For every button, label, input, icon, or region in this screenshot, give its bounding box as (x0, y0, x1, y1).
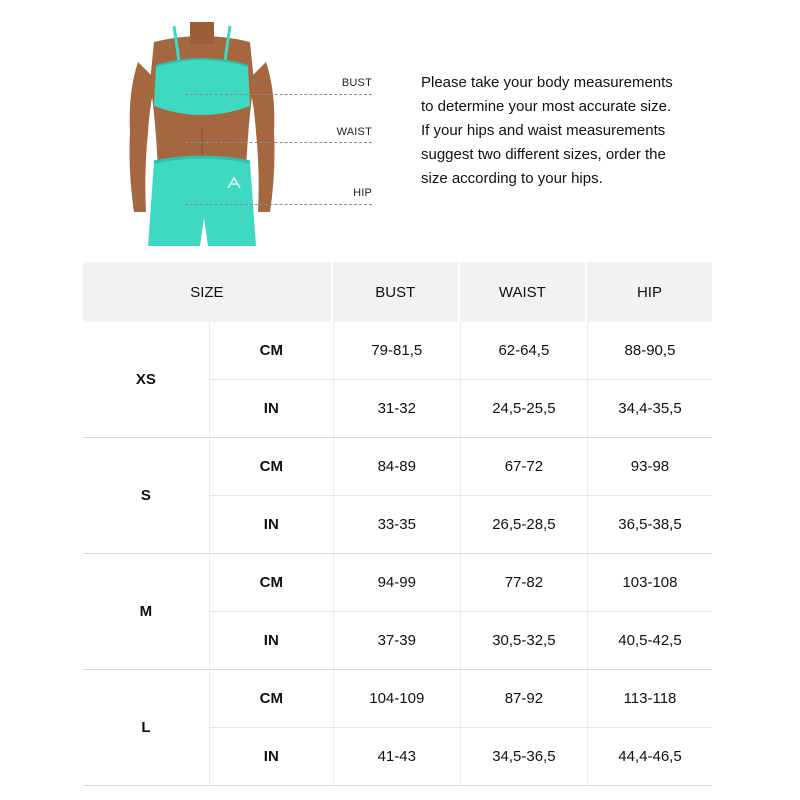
unit-in: IN (209, 728, 333, 786)
bust-value: 41-43 (333, 728, 460, 786)
header-hip: HIP (587, 262, 712, 322)
bust-value: 104-109 (333, 670, 460, 728)
hip-value: 103-108 (587, 554, 712, 612)
neck (190, 22, 214, 44)
size-s: S (83, 438, 209, 554)
bust-value: 79-81,5 (333, 322, 460, 380)
bust-value: 94-99 (333, 554, 460, 612)
hip-value: 40,5-42,5 (587, 612, 712, 670)
header-size: SIZE (83, 262, 333, 322)
table-row (83, 554, 712, 612)
size-l: L (83, 670, 209, 786)
intro-line: suggest two different sizes, order the (421, 146, 666, 163)
header-bust: BUST (333, 262, 460, 322)
bust-value: 84-89 (333, 438, 460, 496)
waist-label: WAIST (336, 126, 372, 138)
unit-cm: CM (209, 438, 333, 496)
bust-guide-line (185, 94, 372, 95)
intro-line: Please take your body measurements (421, 74, 673, 91)
table-header-row (83, 262, 712, 322)
bust-label: BUST (341, 77, 372, 89)
bust-value: 37-39 (333, 612, 460, 670)
leggings (148, 157, 256, 246)
hip-value: 113-118 (587, 670, 712, 728)
waist-value: 30,5-32,5 (460, 612, 587, 670)
unit-in: IN (209, 612, 333, 670)
hero-section (0, 0, 800, 250)
unit-in: IN (209, 380, 333, 438)
hip-value: 93-98 (587, 438, 712, 496)
hip-value: 36,5-38,5 (587, 496, 712, 554)
intro-line: to determine your most accurate size. (421, 98, 672, 115)
waist-value: 77-82 (460, 554, 587, 612)
waist-value: 62-64,5 (460, 322, 587, 380)
table-row (83, 322, 712, 380)
sports-bra (154, 59, 250, 115)
waist-value: 67-72 (460, 438, 587, 496)
size-m: M (83, 554, 209, 670)
intro-line: If your hips and waist measurements (421, 122, 666, 139)
intro-line: size according to your hips. (421, 170, 603, 187)
unit-cm: CM (209, 554, 333, 612)
hip-value: 34,4-35,5 (587, 380, 712, 438)
waist-value: 87-92 (460, 670, 587, 728)
unit-cm: CM (209, 670, 333, 728)
hip-value: 88-90,5 (587, 322, 712, 380)
unit-in: IN (209, 496, 333, 554)
hip-guide-line (185, 204, 372, 205)
waist-value: 26,5-28,5 (460, 496, 587, 554)
unit-cm: CM (209, 322, 333, 380)
waist-value: 24,5-25,5 (460, 380, 587, 438)
header-waist: WAIST (460, 262, 587, 322)
size-chart-table (83, 262, 712, 786)
bust-value: 31-32 (333, 380, 460, 438)
waist-value: 34,5-36,5 (460, 728, 587, 786)
model-figure-illustration (124, 22, 280, 246)
table-row (83, 670, 712, 728)
bust-value: 33-35 (333, 496, 460, 554)
hip-label: HIP (353, 187, 372, 199)
size-xs: XS (83, 322, 209, 438)
waist-guide-line (185, 142, 372, 143)
table-row (83, 438, 712, 496)
measurement-instructions (421, 71, 721, 191)
hip-value: 44,4-46,5 (587, 728, 712, 786)
